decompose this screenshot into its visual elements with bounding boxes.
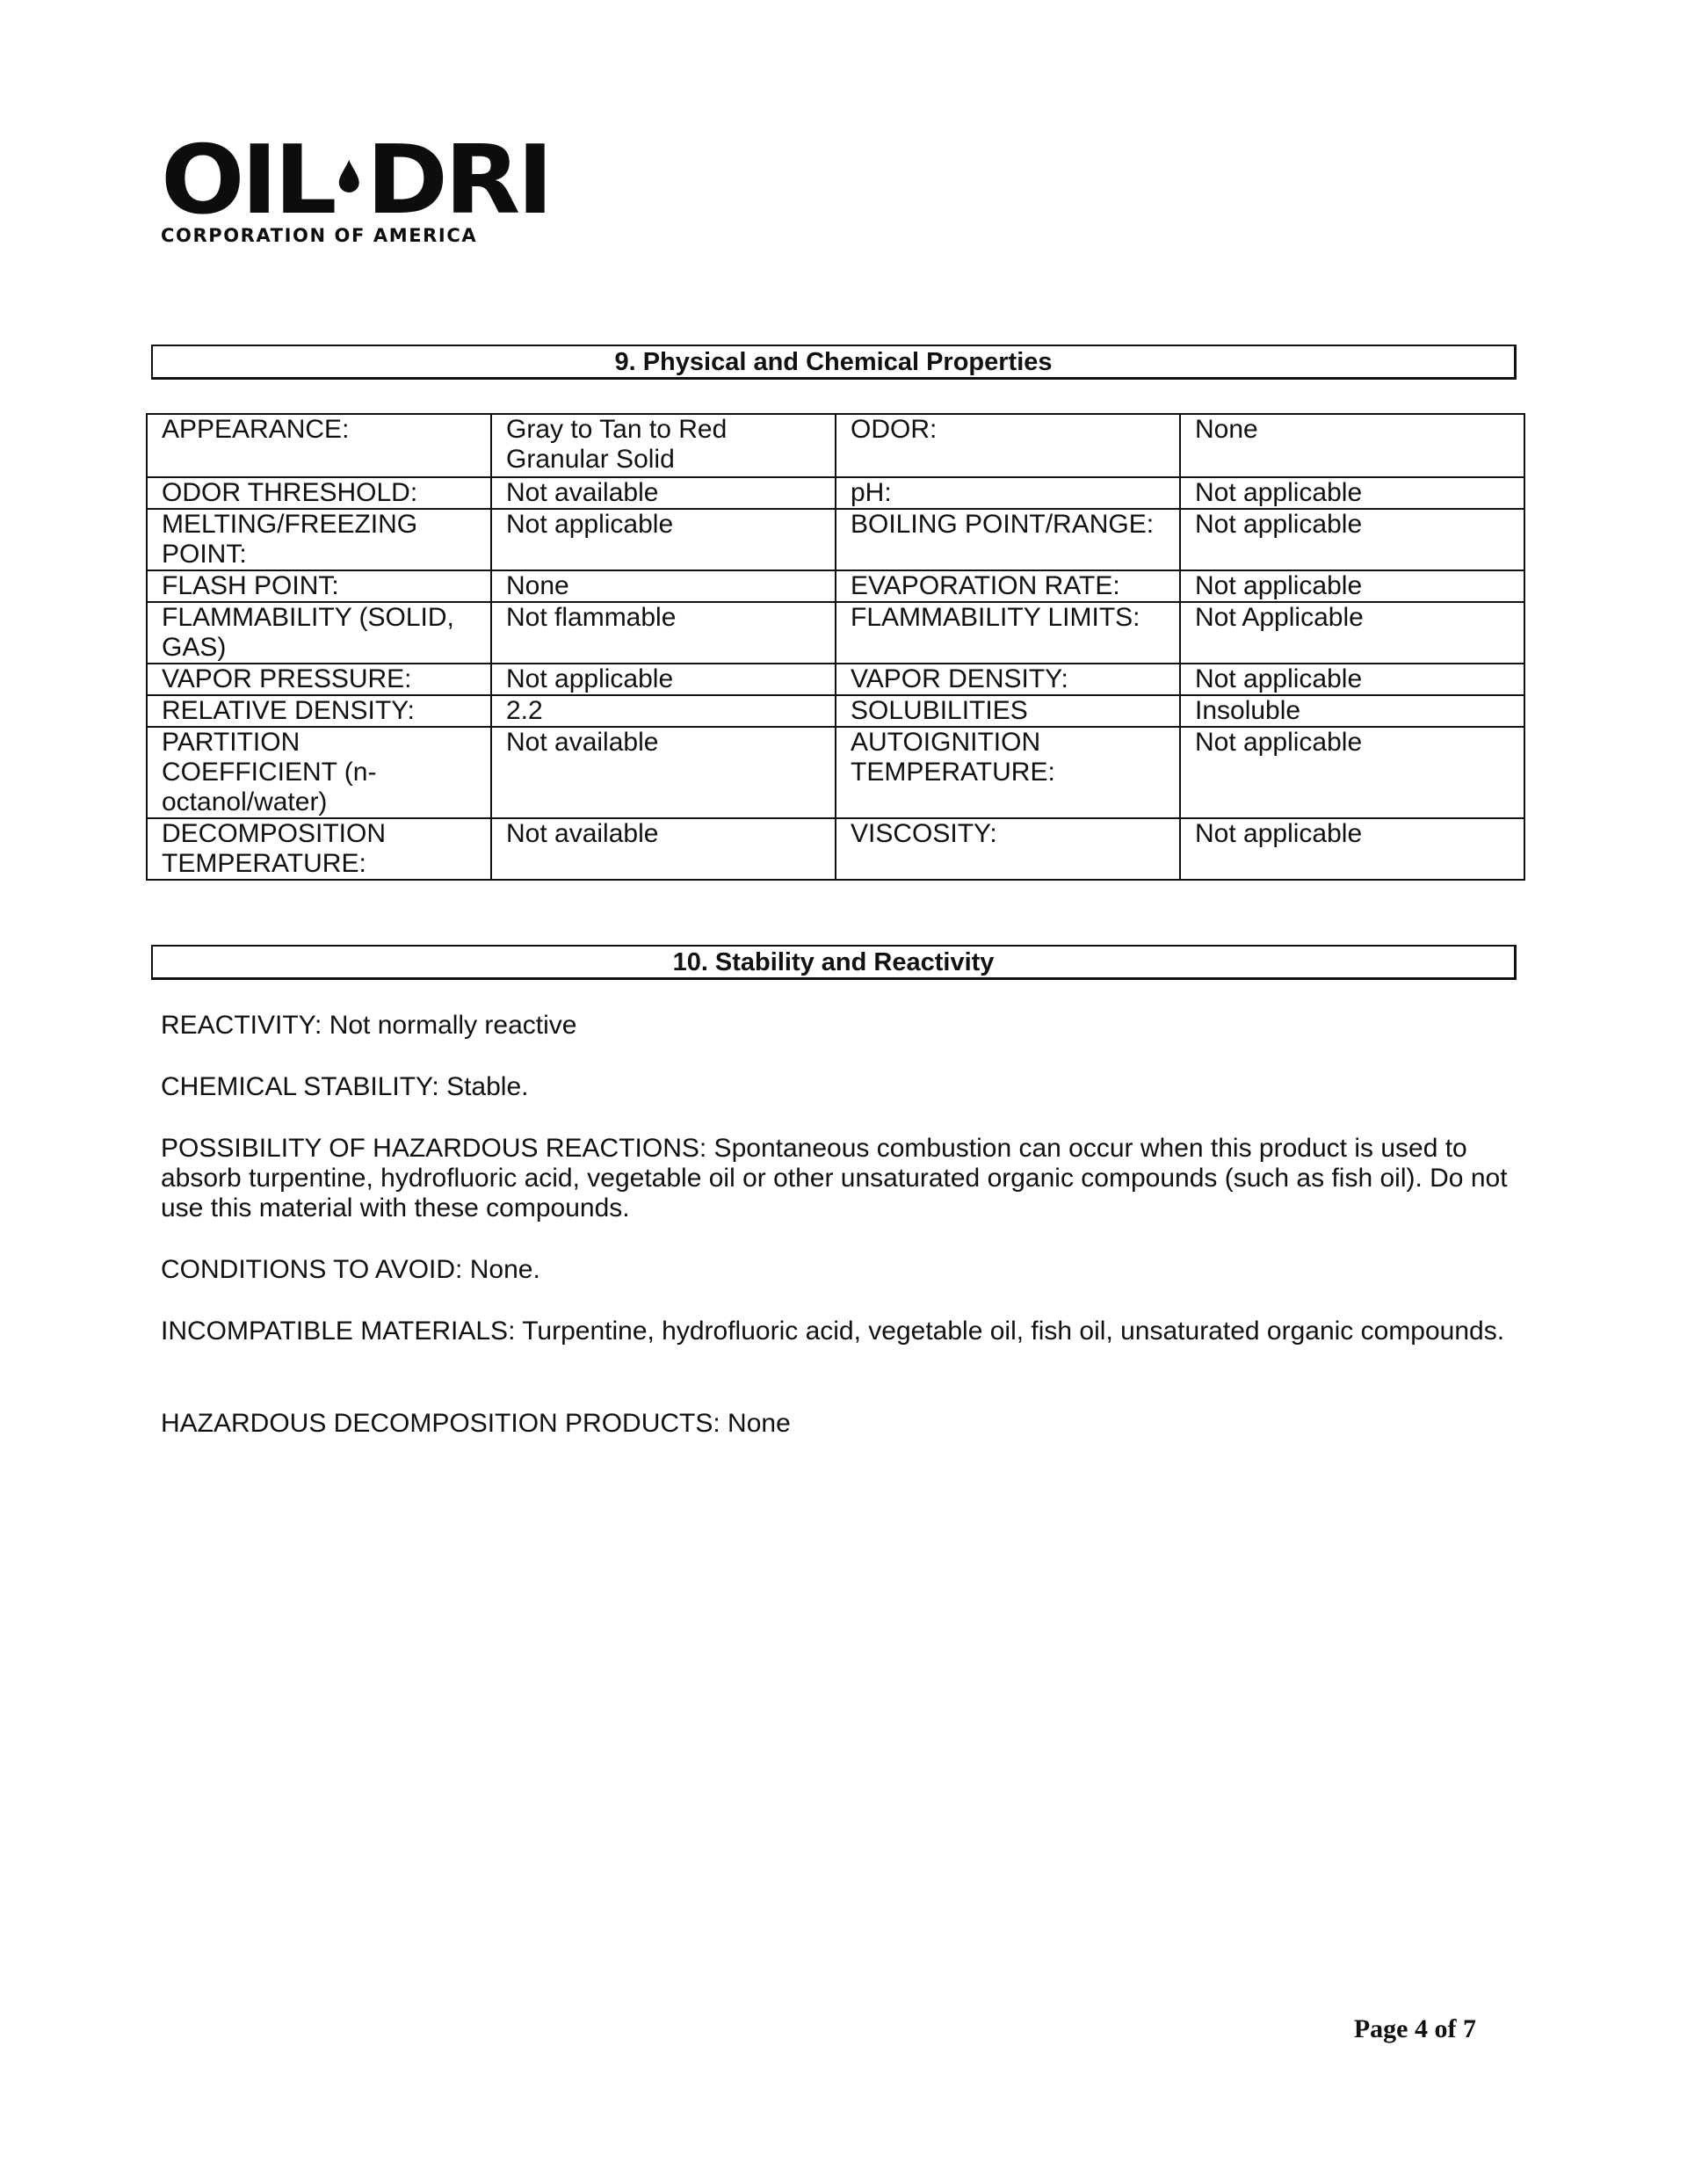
property-label: BOILING POINT/RANGE: (836, 509, 1180, 570)
property-value: Not available (491, 477, 836, 509)
table-row (147, 664, 1524, 695)
property-label: ODOR THRESHOLD: (147, 477, 491, 509)
property-value: 2.2 (491, 695, 836, 727)
property-value: Not applicable (1180, 570, 1524, 602)
reactivity-text: REACTIVITY: Not normally reactive (161, 1011, 577, 1040)
property-label: pH: (836, 477, 1180, 509)
property-label: VISCOSITY: (836, 818, 1180, 880)
table-row (147, 602, 1524, 664)
conditions-to-avoid-text: CONDITIONS TO AVOID: None. (161, 1255, 540, 1284)
property-label: DECOMPOSITION TEMPERATURE: (147, 818, 491, 880)
logo-subtitle: CORPORATION OF AMERICA (161, 225, 478, 246)
property-label: APPEARANCE: (147, 414, 491, 477)
incompatible-materials-text: INCOMPATIBLE MATERIALS: Turpentine, hydrofluoric acid, vegetable oil, fish oil, unsaturated organic compounds. (161, 1317, 1505, 1346)
property-value: None (1180, 414, 1524, 477)
property-value: Not applicable (491, 509, 836, 570)
property-value: Insoluble (1180, 695, 1524, 727)
property-value: Not Applicable (1180, 602, 1524, 664)
logo-text-right: DRI (366, 126, 550, 236)
page-number: Page 4 of 7 (1353, 2014, 1476, 2043)
table-row (147, 727, 1524, 818)
oil-drop-icon (335, 158, 362, 193)
logo-text-left: OIL (161, 126, 334, 236)
property-value: Not flammable (491, 602, 836, 664)
property-label: AUTOIGNITION TEMPERATURE: (836, 727, 1180, 818)
property-label: PARTITION COEFFICIENT (n-octanol/water) (147, 727, 491, 818)
property-label: FLAMMABILITY LIMITS: (836, 602, 1180, 664)
property-value: Not applicable (491, 664, 836, 695)
section-10-title: 10. Stability and Reactivity (151, 945, 1517, 980)
company-logo (161, 126, 550, 246)
hazardous-decomposition-text: HAZARDOUS DECOMPOSITION PRODUCTS: None (161, 1409, 791, 1438)
property-label: FLAMMABILITY (SOLID, GAS) (147, 602, 491, 664)
chemical-stability-text: CHEMICAL STABILITY: Stable. (161, 1072, 529, 1101)
table-row (147, 818, 1524, 880)
table-row (147, 414, 1524, 477)
property-label: VAPOR PRESSURE: (147, 664, 491, 695)
properties-table (146, 413, 1525, 881)
property-value: Not applicable (1180, 477, 1524, 509)
property-value: Not available (491, 727, 836, 818)
property-label: EVAPORATION RATE: (836, 570, 1180, 602)
hazardous-reactions-text: POSSIBILITY OF HAZARDOUS REACTIONS: Spontaneous combustion can occur when this product is used to absorb turpentine, hydrofluoric acid, vegetable oil or other unsaturated organic compounds (such as fish oil). Do not use this material with these compounds. (161, 1134, 1508, 1223)
table-row (147, 570, 1524, 602)
table-row (147, 509, 1524, 570)
property-value: None (491, 570, 836, 602)
property-value: Not available (491, 818, 836, 880)
property-label: FLASH POINT: (147, 570, 491, 602)
section-9-title: 9. Physical and Chemical Properties (151, 345, 1517, 380)
table-row (147, 695, 1524, 727)
property-label: RELATIVE DENSITY: (147, 695, 491, 727)
property-value: Not applicable (1180, 509, 1524, 570)
table-row (147, 477, 1524, 509)
property-value: Not applicable (1180, 818, 1524, 880)
property-value: Not applicable (1180, 664, 1524, 695)
property-label: ODOR: (836, 414, 1180, 477)
property-value: Gray to Tan to Red Granular Solid (491, 414, 836, 477)
property-label: MELTING/FREEZING POINT: (147, 509, 491, 570)
property-label: VAPOR DENSITY: (836, 664, 1180, 695)
property-label: SOLUBILITIES (836, 695, 1180, 727)
property-value: Not applicable (1180, 727, 1524, 818)
